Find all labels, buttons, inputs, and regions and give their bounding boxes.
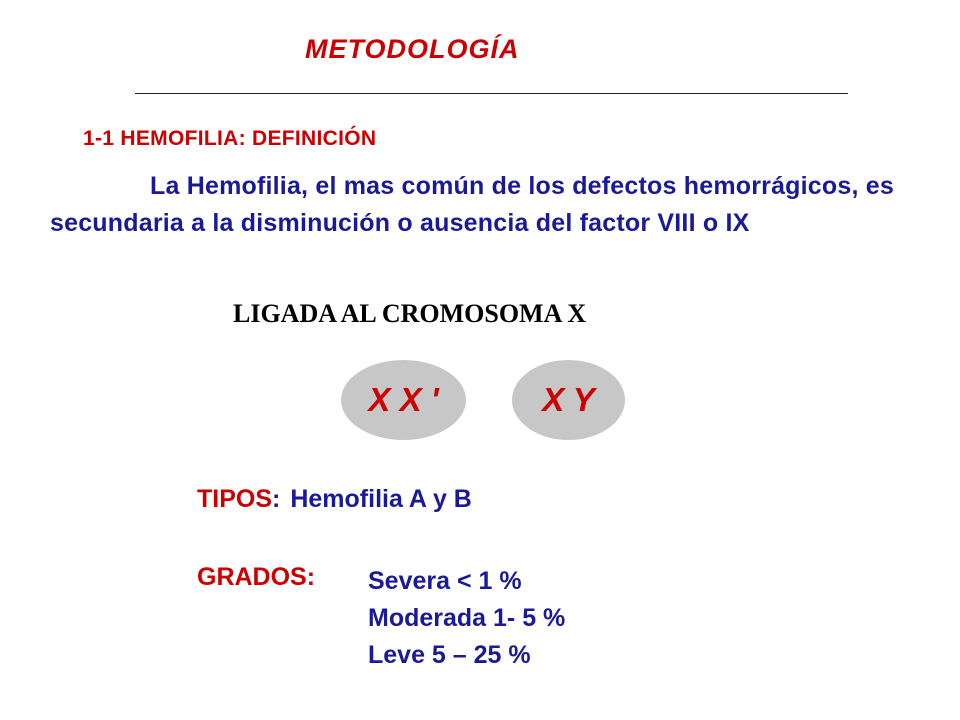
grado-item-leve: Leve 5 – 25 % <box>368 641 531 669</box>
section-subtitle: 1-1 HEMOFILIA: DEFINICIÓN <box>83 127 377 150</box>
grados-label: GRADOS: <box>197 563 316 591</box>
tipos-row <box>197 485 472 514</box>
tipos-value: Hemofilia A y B <box>290 485 472 513</box>
male-chromosome-oval <box>512 360 625 440</box>
definition-paragraph <box>50 168 945 242</box>
grados-row <box>197 563 315 592</box>
male-chromosome-label: X Y <box>542 381 595 418</box>
tipos-label: TIPOS <box>197 485 273 513</box>
inheritance-heading: LIGADA AL CROMOSOMA X <box>233 299 587 328</box>
grado-item-severa: Severa < 1 % <box>368 567 522 595</box>
title-divider <box>135 93 848 94</box>
slide-title: METODOLOGÍA <box>305 34 520 64</box>
female-chromosome-label: X X ' <box>368 381 439 418</box>
definition-text: La Hemofilia, el mas común de los defectos hemorrágicos, es secundaria a la disminución o ausencia del factor VIII o IX <box>50 172 894 237</box>
grados-list <box>368 563 565 674</box>
grado-item-moderada: Moderada 1- 5 % <box>368 604 566 632</box>
female-chromosome-oval <box>341 360 466 440</box>
tipos-separator: : <box>272 485 281 513</box>
